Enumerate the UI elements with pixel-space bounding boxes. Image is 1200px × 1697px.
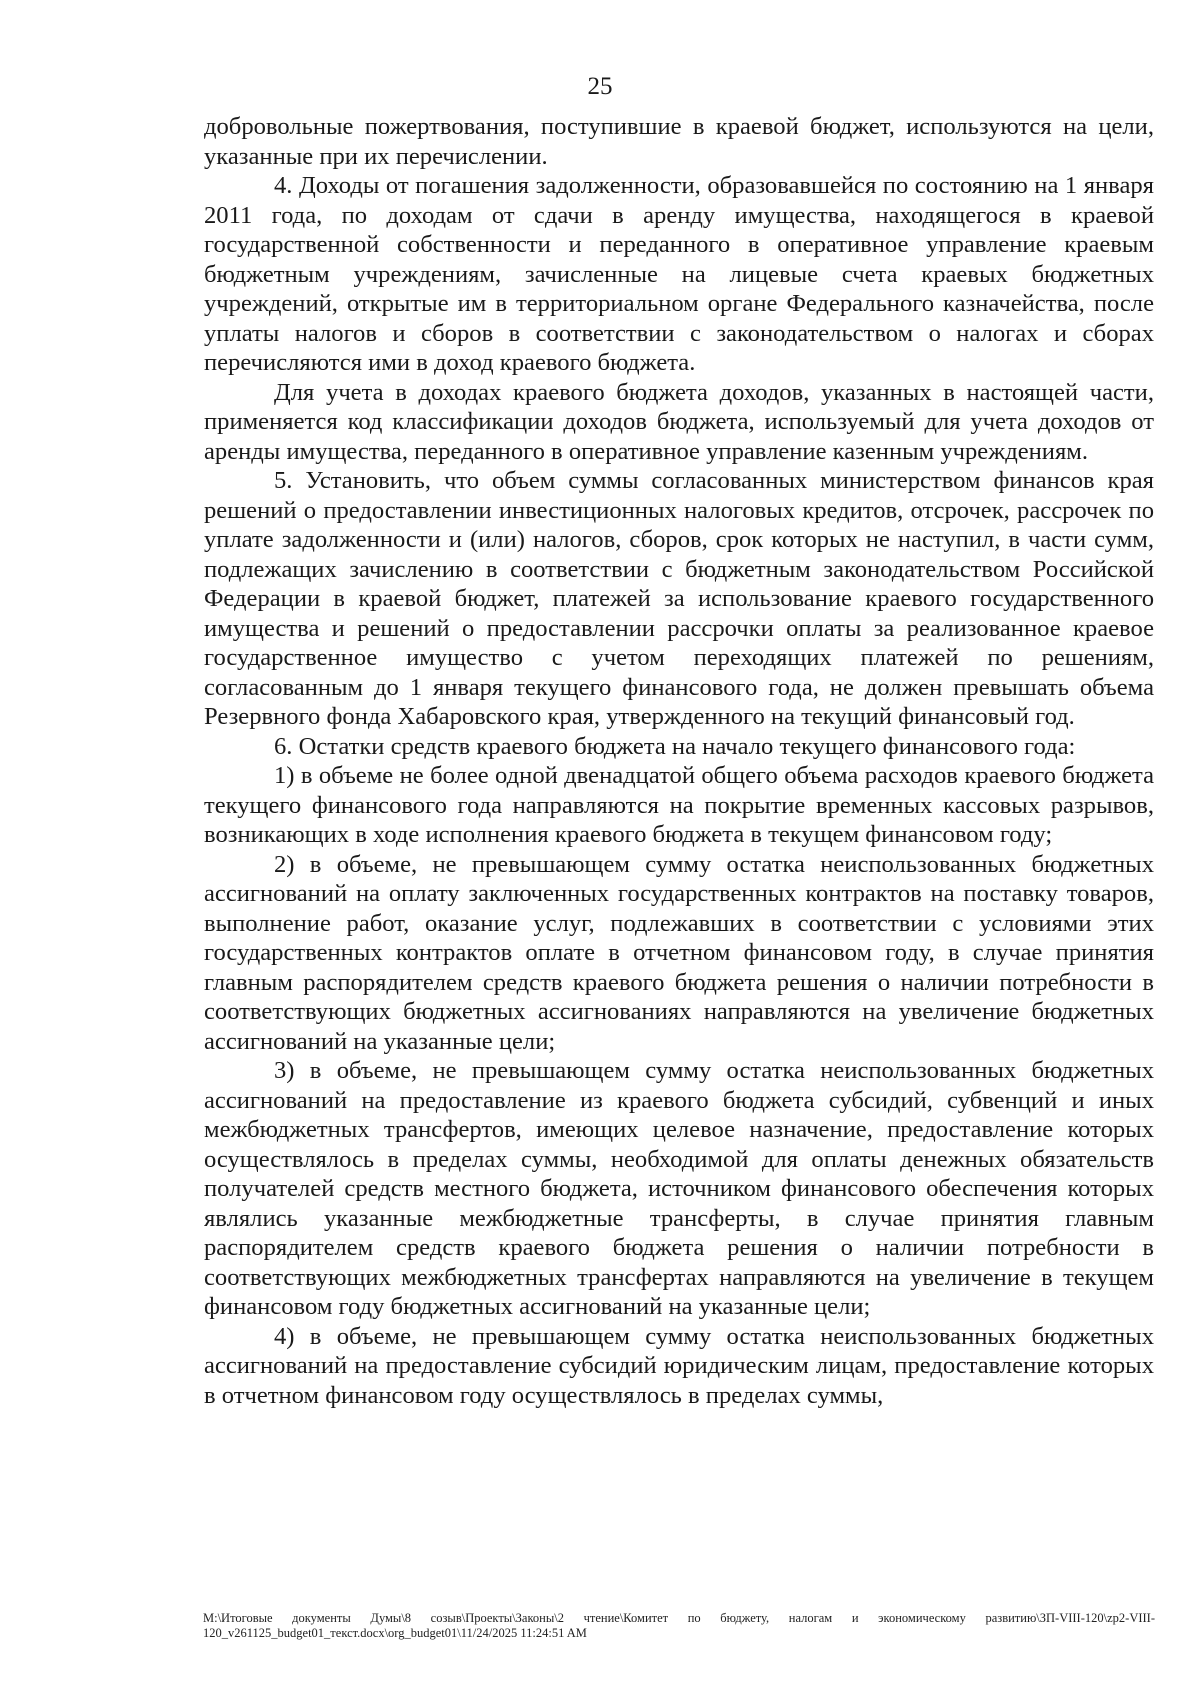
paragraph-subitem-1: 1) в объеме не более одной двенадцатой общего объема расходов краевого бюджета текущего финансового года направляются на покрытие временных кассовых разрывов, возникающих в ходе исполнения краевого бюджета в текущем финансовом году; (204, 762, 1154, 848)
file-path-footer: М:\Итоговые документы Думы\8 созыв\Проекты\Законы\2 чтение\Комитет по бюджету, налогам и экономическому развитию\ЗП-VIII-120\zp2-VIII-120_v261125_budget01_текст.docx\org_budget01\11/24/2025 11:24:51 AM (203, 1611, 1155, 1640)
paragraph-subitem-4: 4) в объеме, не превышающем сумму остатка неиспользованных бюджетных ассигнований на предоставление субсидий юридическим лицам, предоставление которых в отчетном финансовом году осуществлялось в пределах суммы, (204, 1322, 1154, 1409)
page-number: 25 (587, 73, 613, 100)
paragraph-item-6: 6. Остатки средств краевого бюджета на начало текущего финансового года: (274, 732, 1076, 760)
paragraph-subitem-2: 2) в объеме, не превышающем сумму остатка неиспользованных бюджетных ассигнований на оплату заключенных государственных контрактов на поставку товаров, выполнение работ, оказание услуг, подлежавших в соответствии с условиями этих государственных контрактов оплате в отчетном финансовом году, в случае принятия главным распорядителем средств краевого бюджета решения о наличии потребности в соответствующих бюджетных ассигнованиях направляются на увеличение бюджетных ассигнований на указанные цели; (204, 850, 1154, 1055)
paragraph-subitem-3: 3) в объеме, не превышающем сумму остатка неиспользованных бюджетных ассигнований на предоставление из краевого бюджета субсидий, субвенций и иных межбюджетных трансфертов, имеющих целевое назначение, предоставление которых осуществлялось в пределах суммы, необходимой для оплаты денежных обязательств получателей средств местного бюджета, источником финансового обеспечения которых являлись указанные межбюджетные трансферты, в случае принятия главным распорядителем средств краевого бюджета решения о наличии потребности в соответствующих межбюджетных трансфертах направляются на увеличение в текущем финансовом году бюджетных ассигнований на указанные цели; (204, 1057, 1154, 1320)
paragraph-income-accounting: Для учета в доходах краевого бюджета доходов, указанных в настоящей части, применяется код классификации доходов бюджета, используемый для учета доходов от аренды имущества, переданного в оперативное управление казенным учреждениям. (204, 378, 1154, 465)
paragraph-item-5: 5. Установить, что объем суммы согласованных министерством финансов края решений о предоставлении инвестиционных налоговых кредитов, отсрочек, рассрочек по уплате задолженности и (или) налогов, сборов, срок которых не наступил, в части сумм, подлежащих зачислению в соответствии с бюджетным законодательством Российской Федерации в краевой бюджет, платежей за использование краевого государственного имущества и решений о предоставлении рассрочки оплаты за реализованное краевое государственное имущество с учетом переходящих платежей по решениям, согласованным до 1 января текущего финансового года, не должен превышать объема Резервного фонда Хабаровского края, утвержденного на текущий финансовый год. (204, 467, 1154, 730)
paragraph-continuation: добровольные пожертвования, поступившие в краевой бюджет, используются на цели, указанные при их перечислении. (204, 113, 1154, 170)
document-body (204, 112, 1154, 1410)
paragraph-item-4: 4. Доходы от погашения задолженности, образовавшейся по состоянию на 1 января 2011 года, по доходам от сдачи в аренду имущества, находящегося в краевой государственной собственности и переданного в оперативное управление краевым бюджетным учреждениям, зачисленные на лицевые счета краевых бюджетных учреждений, открытые им в территориальном органе Федерального казначейства, после уплаты налогов и сборов в соответствии с законодательством о налогах и сборах перечисляются ими в доход краевого бюджета. (204, 172, 1154, 376)
